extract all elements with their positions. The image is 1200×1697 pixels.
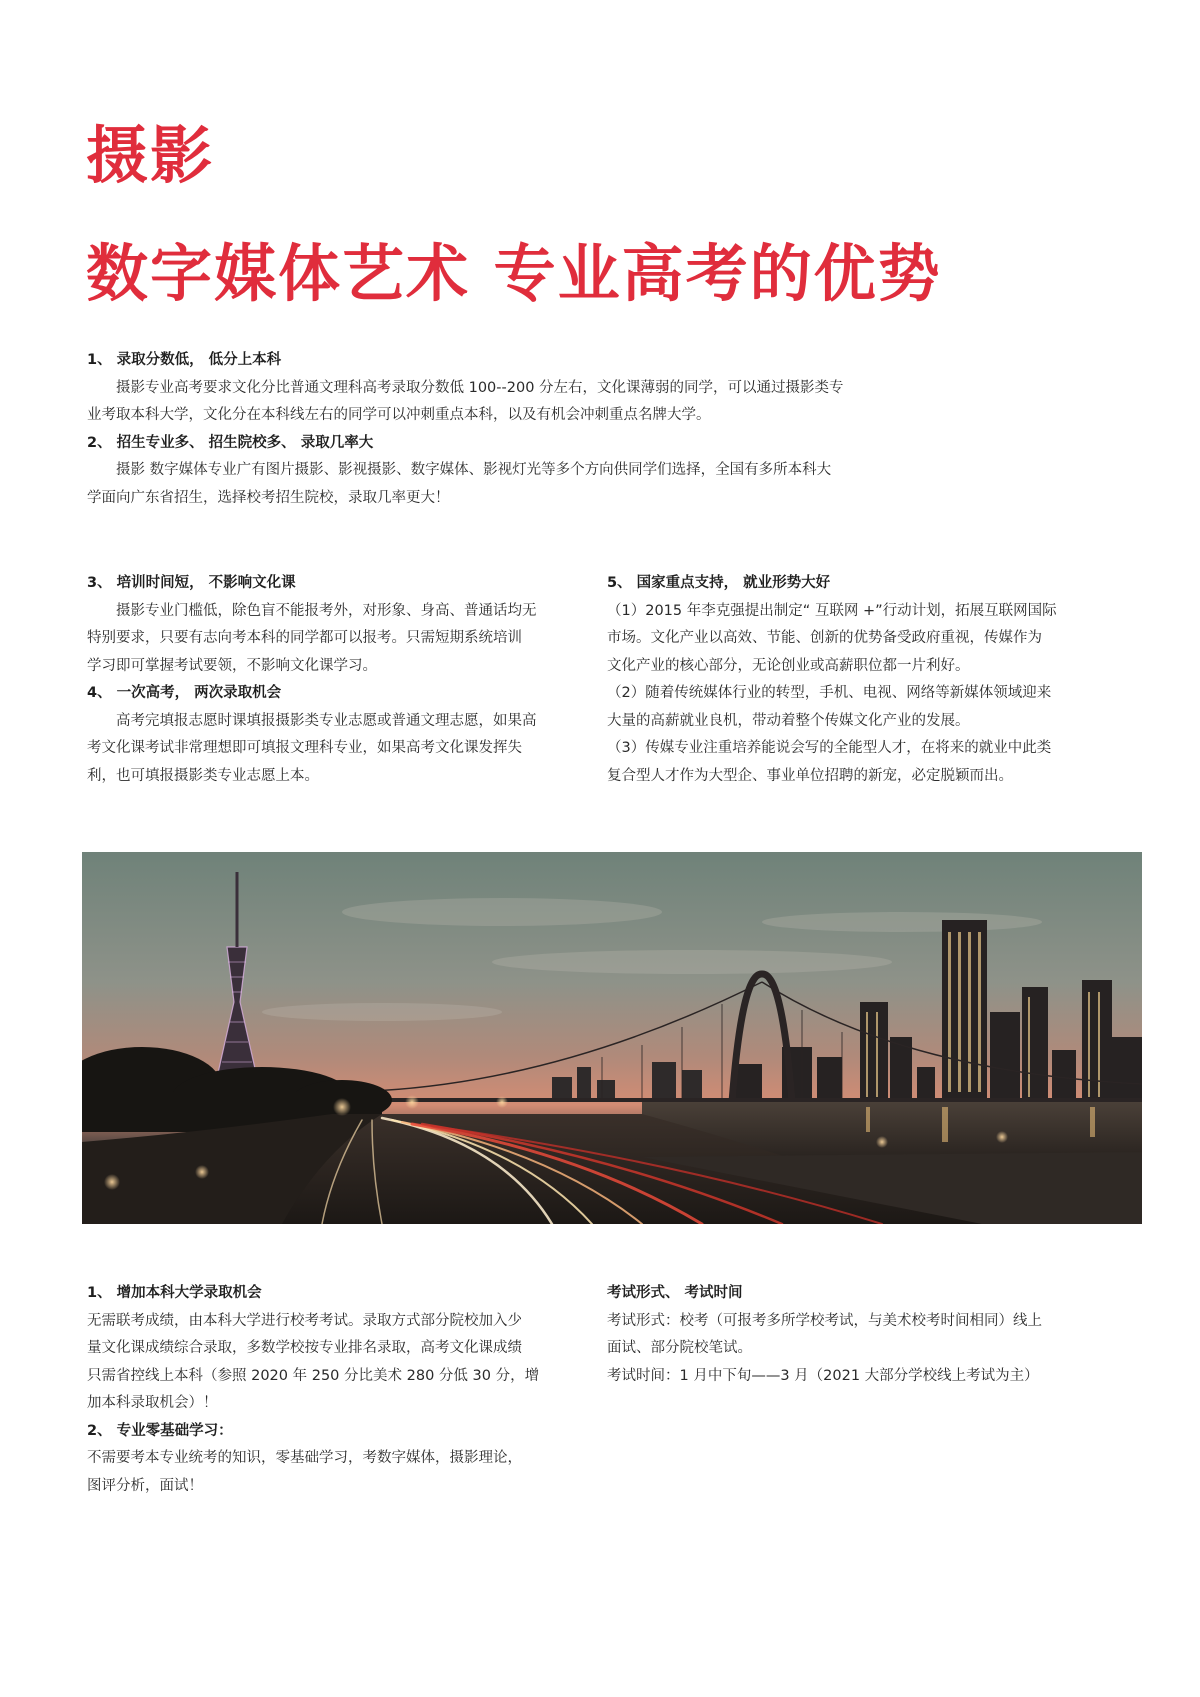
paragraph-line: 摄影 数字媒体专业广有图片摄影、影视摄影、数字媒体、影视灯光等多个方向供同学们选择，全国有多所本科大 xyxy=(116,462,832,478)
section-heading: 考试形式、 考试时间 xyxy=(607,1285,743,1301)
paragraph-line: 加本科录取机会）！ xyxy=(87,1395,218,1411)
section-heading: 4、 一次高考， 两次录取机会 xyxy=(87,685,282,701)
section-heading: 2、 招生专业多、 招生院校多、 录取几率大 xyxy=(87,434,374,451)
advantages-left-column xyxy=(87,570,575,790)
paragraph-line: 量文化课成绩综合录取，多数学校按专业排名录取，高考文化课成绩 xyxy=(87,1340,522,1356)
section-heading: 3、 培训时间短， 不影响文化课 xyxy=(87,575,296,591)
paragraph-line: 学习即可掌握考试要领，不影响文化课学习。 xyxy=(87,657,377,674)
page-title: 摄影 xyxy=(86,119,215,192)
paragraph-line: （3）传媒专业注重培养能说会写的全能型人才，在将来的就业中此类 xyxy=(607,740,1052,756)
section-heading: 1、 录取分数低， 低分上本科 xyxy=(87,352,282,368)
paragraph-line: 摄影专业门槛低，除色盲不能报考外，对形象、身高、普通话均无 xyxy=(116,602,537,619)
paragraph-line: 无需联考成绩，由本科大学进行校考考试。录取方式部分院校加入少 xyxy=(87,1312,522,1329)
section-heading: 2、 专业零基础学习： xyxy=(87,1422,233,1439)
paragraph-line: 复合型人才作为大型企、事业单位招聘的新宠，必定脱颖而出。 xyxy=(607,767,1013,784)
paragraph-line: 高考完填报志愿时课填报摄影类专业志愿或普通文理志愿，如果高 xyxy=(116,712,537,729)
section-heading: 5、 国家重点支持， 就业形势大好 xyxy=(607,575,831,591)
paragraph-line: 考试形式：校考（可报考多所学校考试，与美术校考时间相同）线上 xyxy=(607,1312,1042,1329)
city-skyline-photo xyxy=(82,852,1142,1224)
paragraph-line: 特别要求，只要有志向考本科的同学都可以报考。只需短期系统培训 xyxy=(87,630,522,646)
exam-format-section xyxy=(607,1280,1107,1390)
paragraph-line: 摄影专业高考要求文化分比普通文理科高考录取分数低 100--200 分左右，文化课薄弱的同学，可以通过摄影类专 xyxy=(116,379,844,396)
paragraph-line: 文化产业的核心部分，无论创业或高薪职位都一片利好。 xyxy=(607,657,970,674)
paragraph-line: 考文化课考试非常理想即可填报文理科专业，如果高考文化课发挥失 xyxy=(87,740,522,756)
paragraph-line: 利，也可填报摄影类专业志愿上本。 xyxy=(87,767,319,784)
paragraph-line: 不需要考本专业统考的知识，零基础学习，考数字媒体，摄影理论， xyxy=(87,1450,522,1466)
paragraph-line: 学面向广东省招生，选择校考招生院校，录取几率更大！ xyxy=(87,489,450,506)
paragraph-line: 大量的高薪就业良机，带动着整个传媒文化产业的发展。 xyxy=(607,712,970,729)
paragraph-line: 考试时间：1 月中下旬——3 月（2021 大部分学校线上考试为主） xyxy=(607,1367,1039,1384)
admission-opportunity-section xyxy=(87,1280,575,1500)
paragraph-line: 业考取本科大学，文化分在本科线左右的同学可以冲刺重点本科，以及有机会冲刺重点名牌大学。 xyxy=(87,407,711,423)
paragraph-line: （1）2015 年李克强提出制定“ 互联网 +”行动计划，拓展互联网国际 xyxy=(607,602,1057,619)
paragraph-line: 只需省控线上本科（参照 2020 年 250 分比美术 280 分低 30 分，增 xyxy=(87,1367,540,1384)
advantages-right-column xyxy=(607,570,1107,790)
paragraph-line: （2）随着传统媒体行业的转型，手机、电视、网络等新媒体领域迎来 xyxy=(607,685,1052,701)
paragraph-line: 图评分析，面试！ xyxy=(87,1477,203,1494)
section-heading: 1、 增加本科大学录取机会 xyxy=(87,1285,262,1301)
paragraph-line: 面试、部分院校笔试。 xyxy=(607,1340,752,1356)
page-subtitle: 数字媒体艺术 专业高考的优势 xyxy=(86,237,942,310)
paragraph-line: 市场。文化产业以高效、节能、创新的优势备受政府重视，传媒作为 xyxy=(607,630,1042,646)
advantages-top-section xyxy=(87,347,907,512)
